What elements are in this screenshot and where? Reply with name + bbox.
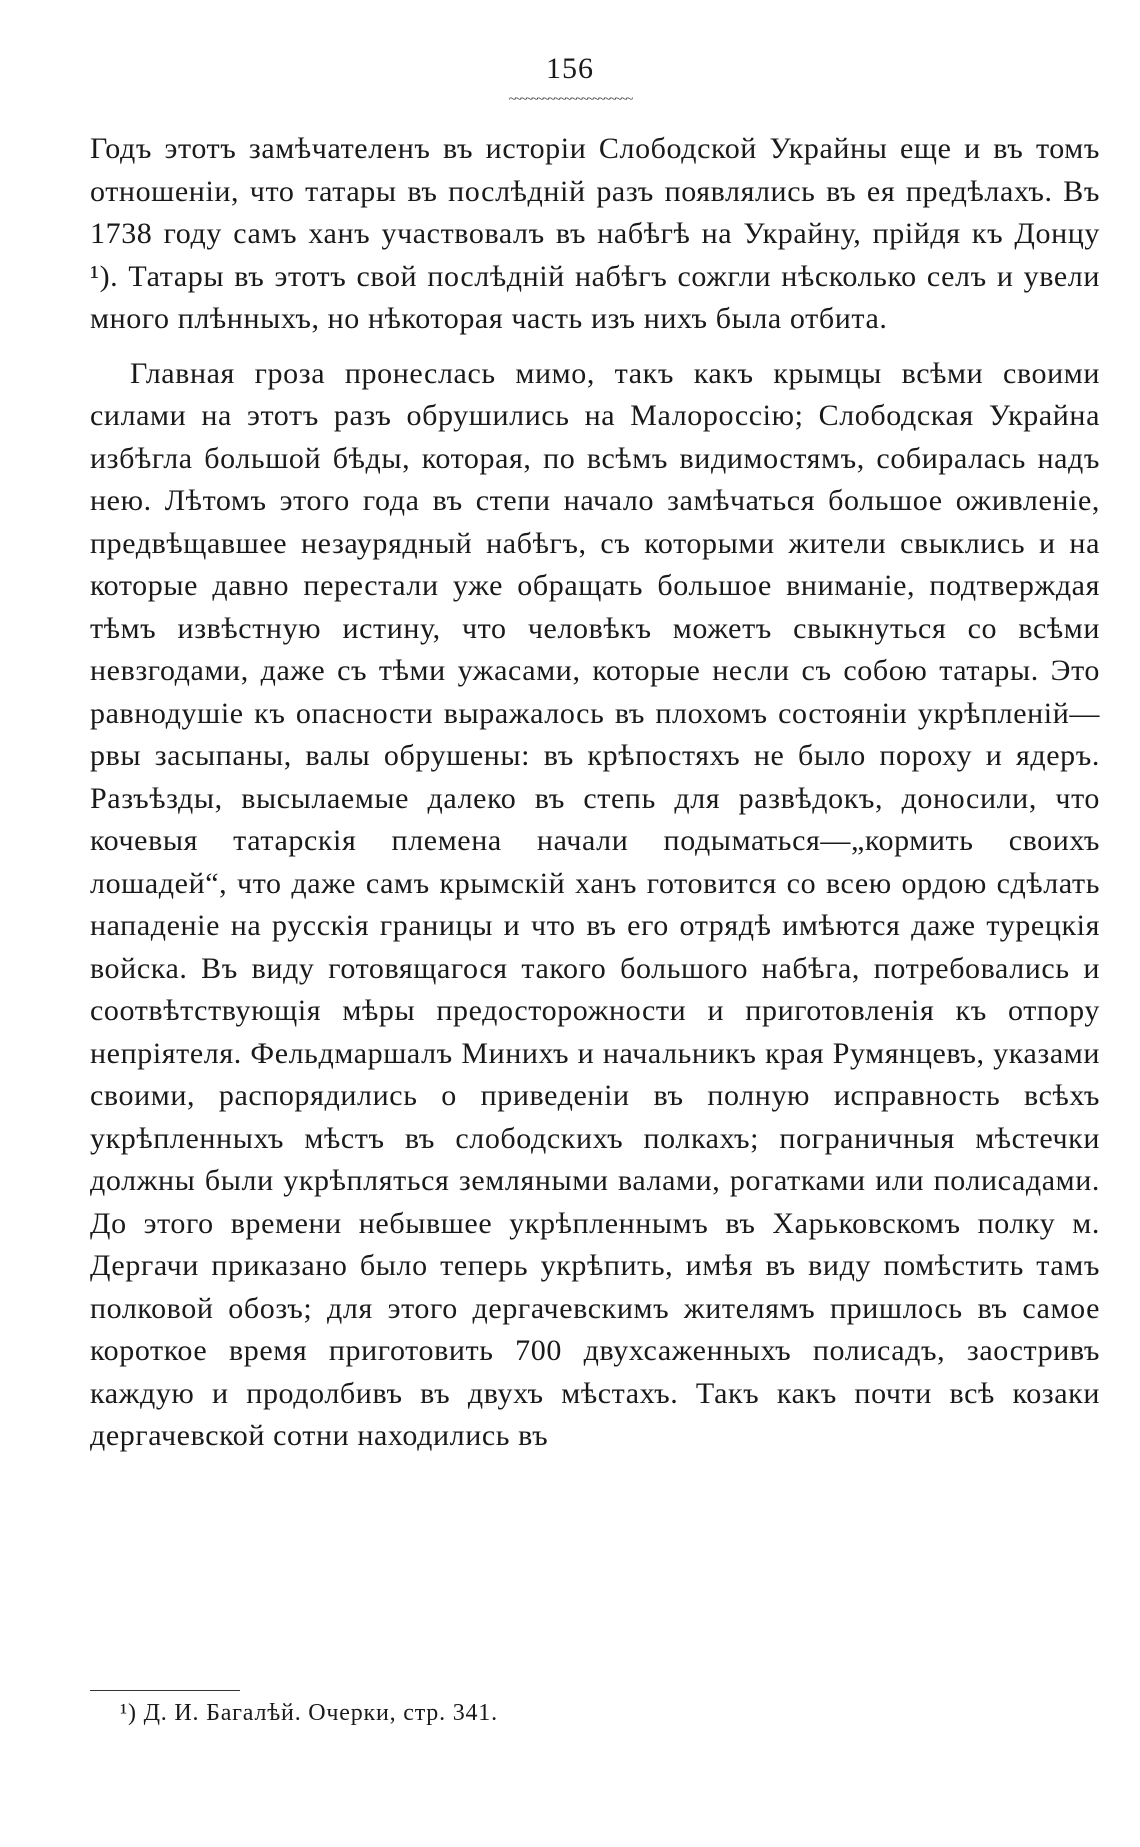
paragraph-1: Годъ этотъ замѣчателенъ въ исторіи Слободской Украйны еще и въ томъ отношеніи, что татары въ послѣдній разъ появлялись въ ея предѣлахъ. Въ 1738 году самъ ханъ участвовалъ въ набѣгѣ на Украйну, прійдя къ Донцу ¹). Татары въ этотъ свой послѣдній набѣгъ сожгли нѣсколько селъ и увели много плѣнныхъ, но нѣкоторая часть изъ нихъ была отбита.: [90, 132, 1100, 335]
body-text: [90, 128, 1100, 1458]
footnote: [120, 1700, 498, 1727]
footnote-rule: [90, 1690, 240, 1691]
paragraph-2: Главная гроза пронеслась мимо, такъ какъ крымцы всѣми своими силами на этотъ разъ обрушились на Малороссію; Слободская Украйна избѣгла большой бѣды, которая, по всѣмъ видимостямъ, собиралась надъ нею. Лѣтомъ этого года въ степи начало замѣчаться большое оживленіе, предвѣщавшее незаурядный набѣгъ, съ которыми жители свыклись и на которые давно перестали уже обращать большое вниманіе, подтверждая тѣмъ извѣстную истину, что человѣкъ можетъ свыкнуться со всѣми невзгодами, даже съ тѣми ужасами, которые несли съ собою татары. Это равнодушіе къ опасности выражалось въ плохомъ состояніи укрѣпленій—рвы засыпаны, валы обрушены: въ крѣпостяхъ не было пороху и ядеръ. Разъѣзды, высылаемые далеко въ степь для развѣдокъ, доносили, что кочевыя татарскія племена начали подыматься—„кормить своихъ лошадей“, что даже самъ крымскій ханъ готовится со всею ордою сдѣлать нападеніе на русскія границы и что въ его отрядѣ имѣются даже турецкія войска. Въ виду готовящагося такого большого набѣга, потребовались и соотвѣтствующія мѣры предосторожности и приготовленія къ отпору непріятеля. Фельдмаршалъ Минихъ и начальникъ края Румянцевъ, указами своими, распорядились о приведеніи въ полную исправность всѣхъ укрѣпленныхъ мѣстъ въ слободскихъ полкахъ; пограничныя мѣстечки должны были укрѣпляться земляными валами, рогатками или полисадами. До этого времени небывшее укрѣпленнымъ въ Харьковскомъ полку м. Дергачи приказано было теперь укрѣпить, имѣя въ виду помѣстить тамъ полковой обозъ; для этого дергачевскимъ жителямъ пришлось въ самое короткое время приготовить 700 двухсаженныхъ полисадъ, заостривъ каждую и продолбивъ въ двухъ мѣстахъ. Такъ какъ почти всѣ козаки дергачевской сотни находились въ: [90, 356, 1100, 1452]
footnote-marker: ¹): [120, 1700, 137, 1726]
page-number-ornament: ~~~~~~~~~~~~~~~~~~~~~~: [508, 92, 632, 107]
page-number: 156: [546, 52, 594, 85]
footnote-text: Д. И. Багалѣй. Очерки, стр. 341.: [143, 1700, 498, 1726]
